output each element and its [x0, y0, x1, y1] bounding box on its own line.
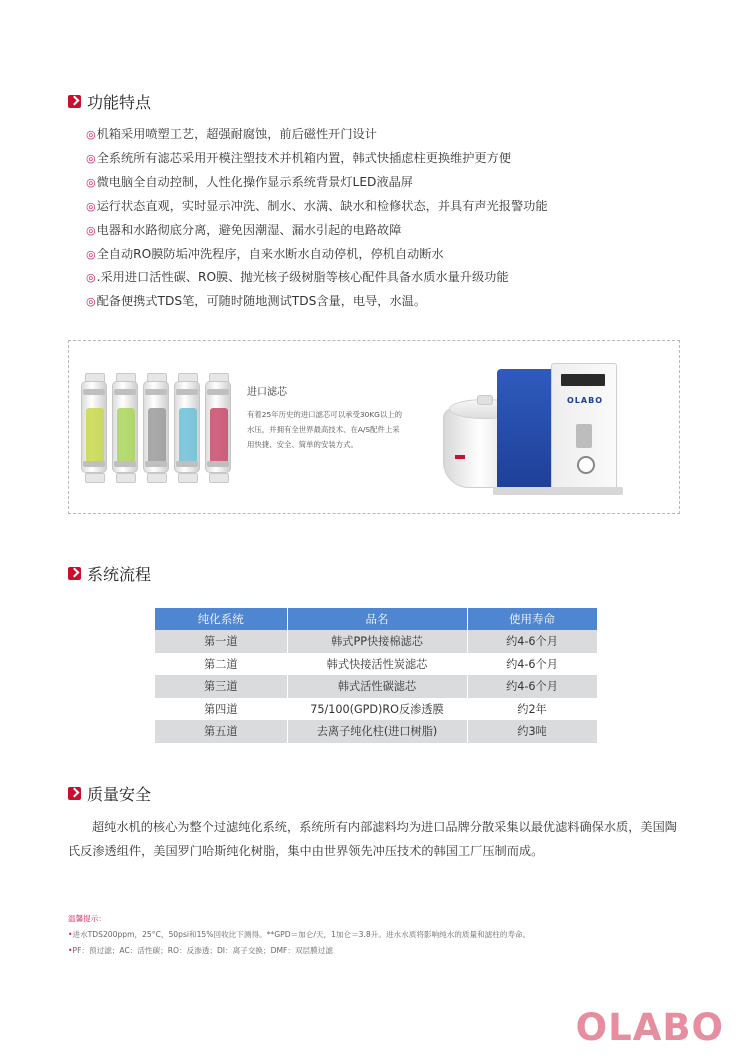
ring-bullet-icon: ◎ [86, 128, 96, 141]
faucet-icon [576, 424, 592, 448]
table-cell: 75/100(GPD)RO反渗透膜 [287, 698, 467, 721]
ring-bullet-icon: ◎ [86, 271, 96, 285]
table-row [155, 698, 597, 721]
table-header-row [155, 608, 597, 630]
feature-item: ◎全自动RO膜防垢冲洗程序，自来水断水自动停机，停机自动断水 [86, 246, 444, 261]
feature-item: ◎配备便携式TDS笔，可随时随地测试TDS含量，电导，水温。 [86, 294, 427, 309]
table-cell: 第二道 [155, 653, 287, 676]
feature-item: ◎.采用进口活性碳、RO膜、抛光核子级树脂等核心配件具备水质水量升级功能 [86, 270, 509, 285]
ring-bullet-icon: ◎ [86, 199, 96, 213]
features-section-title [68, 90, 151, 113]
filter-cartridge [81, 373, 107, 481]
filter-cartridge [143, 373, 169, 481]
table-row [155, 630, 597, 653]
feature-item: ◎运行状态直观，实时显示冲洗、制水、水满、缺水和检修状态，并具有声光报警功能 [86, 198, 548, 213]
arrow-right-icon [68, 567, 81, 580]
filter-cartridge [174, 373, 200, 481]
features-title-text: 功能特点 [87, 93, 152, 112]
features-list [86, 123, 548, 314]
table-cell: 约4-6个月 [467, 675, 597, 698]
table-cell: 第三道 [155, 675, 287, 698]
notes-title: 温馨提示： [68, 914, 106, 923]
column-header: 纯化系统 [155, 608, 287, 630]
table-cell: 韩式活性碳滤芯 [287, 675, 467, 698]
note-line: •PF：预过滤；AC：活性碳；RO：反渗透；DI：离子交换；DMF：双层膜过滤 [68, 946, 333, 955]
table-cell: 第五道 [155, 720, 287, 743]
flow-section-title [68, 562, 151, 585]
product-panel [68, 340, 680, 514]
filter-cartridge [112, 373, 138, 481]
table-cell: 韩式PP快接棉滤芯 [287, 630, 467, 653]
table-cell: 第一道 [155, 630, 287, 653]
table-row [155, 720, 597, 743]
lcd-display [561, 374, 605, 386]
ring-bullet-icon: ◎ [86, 223, 96, 237]
table-cell: 第四道 [155, 698, 287, 721]
feature-item: ◎微电脑全自动控制，人性化操作显示系统背景灯LED液晶屏 [86, 174, 413, 189]
filter-cartridge [205, 373, 231, 481]
panel-label: 进口滤芯 [247, 387, 287, 398]
feature-item: ◎全系统所有滤芯采用开模注塑技术并机箱内置，韩式快插虑柱更换维护更方便 [86, 150, 511, 165]
filter-cartridges-image [81, 373, 241, 483]
ring-bullet-icon: ◎ [86, 295, 96, 309]
table-cell: 去离子纯化柱(进口树脂) [287, 720, 467, 743]
arrow-right-icon [68, 787, 81, 800]
panel-description: 有着25年历史的进口滤芯可以承受30KG以上的水压，并拥有全世界最高技术、在A/S配件上采用快捷、安全、简单的安装方式。 [247, 410, 403, 449]
column-header: 品名 [287, 608, 467, 630]
flow-title-text: 系统流程 [87, 565, 152, 584]
arrow-right-icon [68, 95, 81, 108]
table-cell: 约3吨 [467, 720, 597, 743]
brand-logo: OLABO [575, 1006, 724, 1049]
column-header: 使用寿命 [467, 608, 597, 630]
table-cell: 约4-6个月 [467, 630, 597, 653]
quality-paragraph: 超纯水机的核心为整个过滤纯化系统，系统所有内部滤料均为进口品牌分散采集以最优滤料确保水质，美国陶氏反渗透组件，美国罗门哈斯纯化树脂，集中由世界领先冲压技术的韩国工厂压制而成。 [68, 820, 677, 858]
quality-title-text: 质量安全 [87, 785, 152, 804]
ring-bullet-icon: ◎ [86, 175, 96, 189]
water-purifier-image [497, 363, 622, 497]
feature-item: ◎机箱采用喷塑工艺，超强耐腐蚀，前后磁性开门设计 [86, 127, 377, 141]
table-cell: 韩式快接活性炭滤芯 [287, 653, 467, 676]
machine-logo: OLABO [567, 396, 603, 405]
table-cell: 约4-6个月 [467, 653, 597, 676]
pressure-gauge-icon [577, 456, 595, 474]
system-flow-table [155, 608, 598, 743]
table-row [155, 675, 597, 698]
feature-item: ◎电器和水路彻底分离，避免因潮湿、漏水引起的电路故障 [86, 222, 402, 237]
note-line: •进水TDS200ppm，25°C，50psi和15%回收比下测得。**GPD＝加仑/天，1加仑＝3.8升。进水水质将影响纯水的质量和滤柱的寿命。 [68, 930, 531, 939]
table-row [155, 653, 597, 676]
quality-section-title [68, 782, 151, 805]
notes-block [68, 911, 530, 959]
table-cell: 约2年 [467, 698, 597, 721]
ring-bullet-icon: ◎ [86, 151, 96, 165]
ring-bullet-icon: ◎ [86, 247, 96, 261]
